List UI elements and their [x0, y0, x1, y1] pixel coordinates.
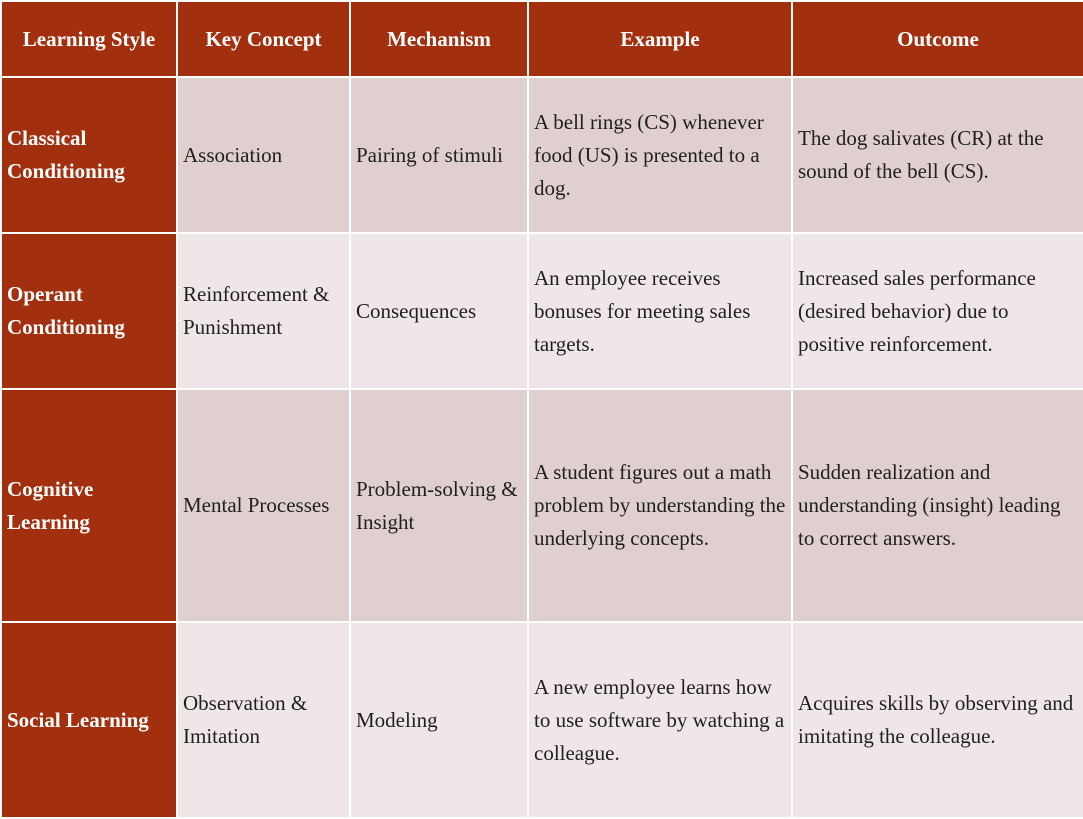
header-row [1, 1, 1083, 77]
header-key-concept: Key Concept [177, 1, 350, 77]
key-concept-cell: Association [177, 77, 350, 233]
table-row [1, 622, 1083, 818]
learning-style-cell: Operant Conditioning [1, 233, 177, 389]
key-concept-cell: Reinforcement & Punishment [177, 233, 350, 389]
table-body [1, 77, 1083, 818]
example-cell: A new employee learns how to use software by watching a colleague. [528, 622, 792, 818]
header-example: Example [528, 1, 792, 77]
example-cell: A student figures out a math problem by understanding the underlying concepts. [528, 389, 792, 622]
mechanism-cell: Consequences [350, 233, 528, 389]
header-learning-style: Learning Style [1, 1, 177, 77]
example-cell: A bell rings (CS) whenever food (US) is presented to a dog. [528, 77, 792, 233]
learning-style-cell: Social Learning [1, 622, 177, 818]
table-row [1, 389, 1083, 622]
outcome-cell: The dog salivates (CR) at the sound of the bell (CS). [792, 77, 1083, 233]
table-row [1, 77, 1083, 233]
mechanism-cell: Pairing of stimuli [350, 77, 528, 233]
mechanism-cell: Modeling [350, 622, 528, 818]
mechanism-cell: Problem-solving & Insight [350, 389, 528, 622]
outcome-cell: Acquires skills by observing and imitating the colleague. [792, 622, 1083, 818]
outcome-cell: Increased sales performance (desired behavior) due to positive reinforcement. [792, 233, 1083, 389]
table-header [1, 1, 1083, 77]
outcome-cell: Sudden realization and understanding (insight) leading to correct answers. [792, 389, 1083, 622]
example-cell: An employee receives bonuses for meeting sales targets. [528, 233, 792, 389]
learning-style-cell: Classical Conditioning [1, 77, 177, 233]
key-concept-cell: Observation & Imitation [177, 622, 350, 818]
key-concept-cell: Mental Processes [177, 389, 350, 622]
header-mechanism: Mechanism [350, 1, 528, 77]
learning-style-cell: Cognitive Learning [1, 389, 177, 622]
header-outcome: Outcome [792, 1, 1083, 77]
table-row [1, 233, 1083, 389]
